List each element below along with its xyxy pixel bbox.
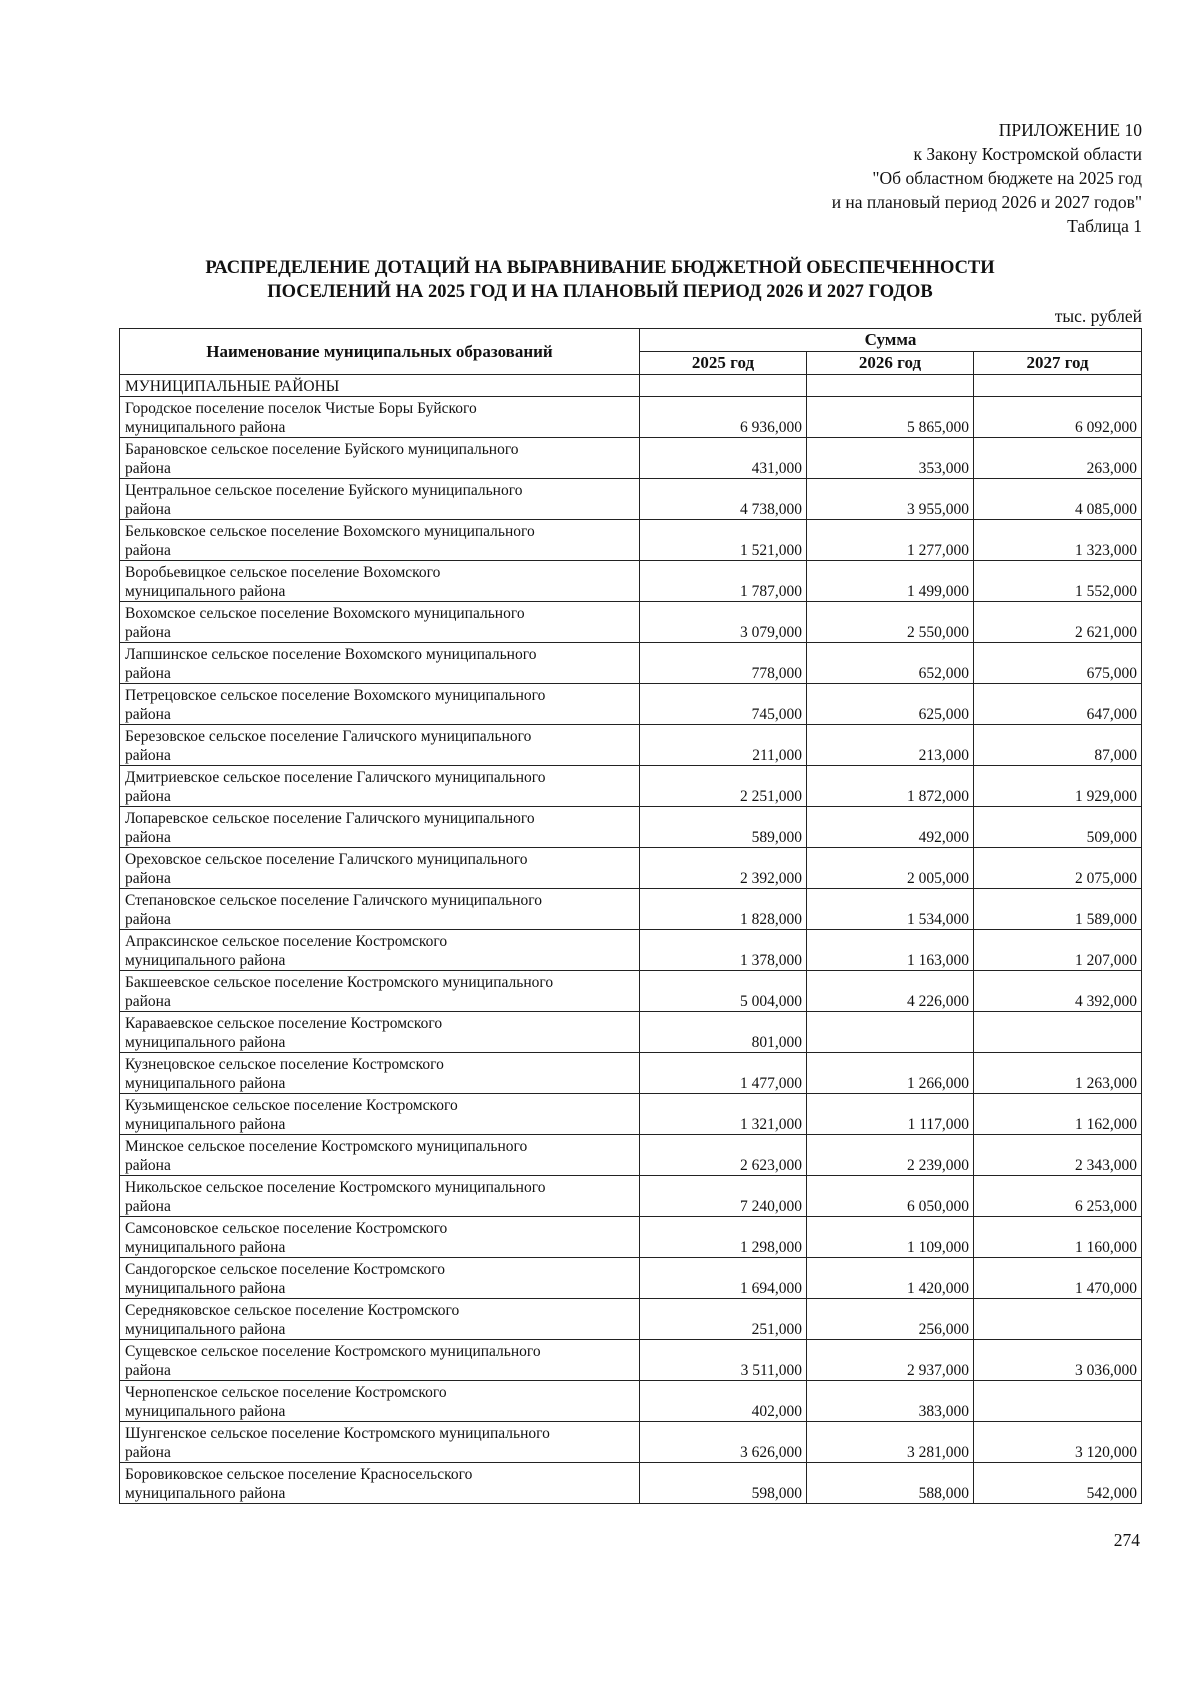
amount-2026: 1 117,000	[807, 1094, 974, 1135]
amount-2026: 5 865,000	[807, 397, 974, 438]
municipality-name	[120, 1176, 640, 1217]
municipality-name	[120, 438, 640, 479]
amount-2025: 745,000	[640, 684, 807, 725]
municipality-name	[120, 725, 640, 766]
table-row	[120, 848, 1142, 889]
table-row	[120, 807, 1142, 848]
amount-2027: 1 323,000	[974, 520, 1142, 561]
law-reference: к Закону Костромской области	[913, 144, 1142, 164]
amount-2026: 2 550,000	[807, 602, 974, 643]
amount-2027: 647,000	[974, 684, 1142, 725]
amount-2026: 1 266,000	[807, 1053, 974, 1094]
amount-2027: 1 929,000	[974, 766, 1142, 807]
municipality-name-line1: Шунгенское сельское поселение Костромского муниципального	[125, 1425, 550, 1442]
municipality-name-line1: Березовское сельское поселение Галичского муниципального	[125, 728, 532, 745]
municipality-name-line2: района	[125, 542, 171, 559]
municipality-name-line2: муниципального района	[125, 1034, 286, 1051]
amount-2025: 251,000	[640, 1299, 807, 1340]
column-header-2027: 2027 год	[974, 352, 1142, 375]
municipality-name	[120, 766, 640, 807]
appendix-number: ПРИЛОЖЕНИЕ 10	[998, 120, 1142, 140]
municipality-name	[120, 684, 640, 725]
amount-2026: 492,000	[807, 807, 974, 848]
title-line2: ПОСЕЛЕНИЙ НА 2025 ГОД И НА ПЛАНОВЫЙ ПЕРИОД 2026 И 2027 ГОДОВ	[267, 282, 933, 302]
amount-2027: 1 589,000	[974, 889, 1142, 930]
municipality-name-line2: района	[125, 501, 171, 518]
table-row	[120, 1053, 1142, 1094]
municipality-name-line1: Караваевское сельское поселение Костромского	[125, 1015, 443, 1032]
amount-2026: 353,000	[807, 438, 974, 479]
municipality-name-line1: Боровиковское сельское поселение Красносельского	[125, 1466, 473, 1483]
amount-2025: 1 378,000	[640, 930, 807, 971]
column-header-name: Наименование муниципальных образований	[120, 329, 640, 375]
table-row	[120, 1381, 1142, 1422]
amount-2027: 2 343,000	[974, 1135, 1142, 1176]
municipality-name-line2: муниципального района	[125, 419, 286, 436]
subsidies-table	[119, 328, 1142, 1504]
municipality-name	[120, 807, 640, 848]
amount-2025: 3 626,000	[640, 1422, 807, 1463]
amount-2027: 4 085,000	[974, 479, 1142, 520]
amount-2026: 4 226,000	[807, 971, 974, 1012]
municipality-name-line2: муниципального района	[125, 1239, 286, 1256]
municipality-name-line1: Городское поселение поселок Чистые Боры Буйского	[125, 400, 477, 417]
municipality-name-line2: района	[125, 993, 171, 1010]
municipality-name-line2: района	[125, 706, 171, 723]
amount-2026: 2 005,000	[807, 848, 974, 889]
amount-2026: 1 534,000	[807, 889, 974, 930]
table-row	[120, 1299, 1142, 1340]
municipality-name	[120, 1135, 640, 1176]
amount-2026: 2 937,000	[807, 1340, 974, 1381]
table-row	[120, 766, 1142, 807]
amount-2026: 213,000	[807, 725, 974, 766]
municipality-name-line1: Бакшеевское сельское поселение Костромского муниципального	[125, 974, 554, 991]
municipality-name-line2: района	[125, 911, 171, 928]
municipality-name	[120, 930, 640, 971]
municipality-name-line2: района	[125, 870, 171, 887]
amount-2026: 1 499,000	[807, 561, 974, 602]
amount-2027: 4 392,000	[974, 971, 1142, 1012]
table-number: Таблица 1	[1067, 216, 1142, 236]
municipality-name-line2: района	[125, 1444, 171, 1461]
amount-2026: 1 872,000	[807, 766, 974, 807]
municipality-name	[120, 1463, 640, 1504]
amount-2025: 801,000	[640, 1012, 807, 1053]
amount-2025: 1 787,000	[640, 561, 807, 602]
amount-2027: 1 470,000	[974, 1258, 1142, 1299]
table-row	[120, 479, 1142, 520]
amount-2026: 3 955,000	[807, 479, 974, 520]
municipality-name-line1: Самсоновское сельское поселение Костромского	[125, 1220, 448, 1237]
municipality-name	[120, 1094, 640, 1135]
amount-2025: 598,000	[640, 1463, 807, 1504]
municipality-name-line1: Чернопенское сельское поселение Костромского	[125, 1384, 447, 1401]
amount-2027: 263,000	[974, 438, 1142, 479]
amount-2025: 1 828,000	[640, 889, 807, 930]
amount-2025: 1 321,000	[640, 1094, 807, 1135]
amount-2026: 1 277,000	[807, 520, 974, 561]
municipality-name-line1: Минское сельское поселение Костромского муниципального	[125, 1138, 528, 1155]
column-header-2026: 2026 год	[807, 352, 974, 375]
amount-2027: 542,000	[974, 1463, 1142, 1504]
municipality-name-line2: муниципального района	[125, 1280, 286, 1297]
column-header-sum: Сумма	[640, 329, 1142, 352]
amount-2025: 2 251,000	[640, 766, 807, 807]
municipality-name-line1: Лапшинское сельское поселение Вохомского муниципального	[125, 646, 537, 663]
municipality-name-line1: Ореховское сельское поселение Галичского муниципального	[125, 851, 528, 868]
amount-2027: 3 120,000	[974, 1422, 1142, 1463]
appendix-header	[832, 118, 1142, 238]
amount-2027: 6 092,000	[974, 397, 1142, 438]
amount-2027: 3 036,000	[974, 1340, 1142, 1381]
amount-2025: 1 694,000	[640, 1258, 807, 1299]
table-row	[120, 602, 1142, 643]
table-row	[120, 725, 1142, 766]
table-row	[120, 643, 1142, 684]
municipality-name	[120, 1299, 640, 1340]
amount-2027	[974, 1381, 1142, 1422]
section-row	[120, 375, 1142, 397]
amount-2027: 6 253,000	[974, 1176, 1142, 1217]
amount-2025: 7 240,000	[640, 1176, 807, 1217]
municipality-name-line1: Кузьмищенское сельское поселение Костромского	[125, 1097, 458, 1114]
amount-2027: 1 162,000	[974, 1094, 1142, 1135]
amount-2026: 625,000	[807, 684, 974, 725]
amount-2026: 6 050,000	[807, 1176, 974, 1217]
table-row	[120, 397, 1142, 438]
municipality-name-line2: района	[125, 1157, 171, 1174]
amount-2026: 2 239,000	[807, 1135, 974, 1176]
municipality-name	[120, 1422, 640, 1463]
table-row	[120, 438, 1142, 479]
municipality-name	[120, 1012, 640, 1053]
amount-2025: 431,000	[640, 438, 807, 479]
municipality-name	[120, 1258, 640, 1299]
table-row	[120, 1463, 1142, 1504]
amount-2027: 675,000	[974, 643, 1142, 684]
municipality-name-line1: Сандогорское сельское поселение Костромского	[125, 1261, 445, 1278]
municipality-name	[120, 397, 640, 438]
municipality-name	[120, 848, 640, 889]
municipality-name-line1: Сущевское сельское поселение Костромского муниципального	[125, 1343, 541, 1360]
amount-2025: 1 521,000	[640, 520, 807, 561]
law-title-line2: и на плановый период 2026 и 2027 годов"	[831, 192, 1142, 212]
amount-2025: 211,000	[640, 725, 807, 766]
amount-2026: 588,000	[807, 1463, 974, 1504]
column-header-2025: 2025 год	[640, 352, 807, 375]
municipality-name	[120, 889, 640, 930]
section-title: МУНИЦИПАЛЬНЫЕ РАЙОНЫ	[120, 375, 640, 397]
table-row	[120, 1094, 1142, 1135]
municipality-name-line1: Дмитриевское сельское поселение Галичского муниципального	[125, 769, 546, 786]
municipality-name-line1: Никольское сельское поселение Костромского муниципального	[125, 1179, 546, 1196]
amount-2026: 1 420,000	[807, 1258, 974, 1299]
amount-2025: 778,000	[640, 643, 807, 684]
amount-2025: 3 079,000	[640, 602, 807, 643]
document-title	[120, 256, 1080, 304]
municipality-name-line2: муниципального района	[125, 1485, 286, 1502]
municipality-name	[120, 1340, 640, 1381]
municipality-name-line2: района	[125, 460, 171, 477]
table-row	[120, 1012, 1142, 1053]
municipality-name	[120, 1217, 640, 1258]
municipality-name-line2: района	[125, 665, 171, 682]
municipality-name-line1: Петрецовское сельское поселение Вохомского муниципального	[125, 687, 546, 704]
table-row	[120, 971, 1142, 1012]
municipality-name-line2: района	[125, 624, 171, 641]
amount-2027: 2 621,000	[974, 602, 1142, 643]
amount-2026: 256,000	[807, 1299, 974, 1340]
amount-2025: 1 298,000	[640, 1217, 807, 1258]
amount-2027: 509,000	[974, 807, 1142, 848]
municipality-name-line1: Кузнецовское сельское поселение Костромского	[125, 1056, 444, 1073]
municipality-name-line2: муниципального района	[125, 1321, 286, 1338]
amount-2025: 2 392,000	[640, 848, 807, 889]
municipality-name-line2: района	[125, 788, 171, 805]
table-row	[120, 1422, 1142, 1463]
municipality-name-line1: Степановское сельское поселение Галичского муниципального	[125, 892, 542, 909]
amount-2025: 4 738,000	[640, 479, 807, 520]
municipality-name-line1: Середняковское сельское поселение Костромского	[125, 1302, 460, 1319]
amount-2025: 589,000	[640, 807, 807, 848]
amount-2025: 5 004,000	[640, 971, 807, 1012]
amount-2025: 2 623,000	[640, 1135, 807, 1176]
amount-2026: 383,000	[807, 1381, 974, 1422]
amount-2026: 652,000	[807, 643, 974, 684]
table-row	[120, 1217, 1142, 1258]
table-row	[120, 1176, 1142, 1217]
table-row	[120, 520, 1142, 561]
municipality-name-line2: муниципального района	[125, 1116, 286, 1133]
amount-2026: 3 281,000	[807, 1422, 974, 1463]
municipality-name	[120, 602, 640, 643]
municipality-name-line2: района	[125, 1198, 171, 1215]
units-label: тыс. рублей	[1054, 306, 1142, 326]
municipality-name-line1: Барановское сельское поселение Буйского муниципального	[125, 441, 519, 458]
table-row	[120, 930, 1142, 971]
amount-2026: 1 109,000	[807, 1217, 974, 1258]
amount-2026: 1 163,000	[807, 930, 974, 971]
municipality-name-line2: муниципального района	[125, 952, 286, 969]
municipality-name-line2: муниципального района	[125, 583, 286, 600]
amount-2027: 1 207,000	[974, 930, 1142, 971]
amount-2027: 2 075,000	[974, 848, 1142, 889]
municipality-name	[120, 971, 640, 1012]
municipality-name-line1: Апраксинское сельское поселение Костромского	[125, 933, 448, 950]
municipality-name-line1: Вохомское сельское поселение Вохомского муниципального	[125, 605, 525, 622]
table-row	[120, 1340, 1142, 1381]
table-row	[120, 889, 1142, 930]
municipality-name	[120, 520, 640, 561]
table-row	[120, 561, 1142, 602]
amount-2025: 402,000	[640, 1381, 807, 1422]
page-number: 274	[1113, 1530, 1140, 1550]
municipality-name-line2: муниципального района	[125, 1075, 286, 1092]
municipality-name-line2: района	[125, 829, 171, 846]
amount-2027: 1 160,000	[974, 1217, 1142, 1258]
amount-2027: 1 552,000	[974, 561, 1142, 602]
municipality-name	[120, 1053, 640, 1094]
amount-2027: 87,000	[974, 725, 1142, 766]
municipality-name	[120, 1381, 640, 1422]
law-title-line1: "Об областном бюджете на 2025 год	[872, 168, 1142, 188]
amount-2025: 1 477,000	[640, 1053, 807, 1094]
municipality-name	[120, 643, 640, 684]
municipality-name-line1: Центральное сельское поселение Буйского муниципального	[125, 482, 523, 499]
amount-2027	[974, 1299, 1142, 1340]
municipality-name-line1: Бельковское сельское поселение Вохомского муниципального	[125, 523, 535, 540]
amount-2025: 3 511,000	[640, 1340, 807, 1381]
municipality-name	[120, 479, 640, 520]
municipality-name-line2: района	[125, 747, 171, 764]
municipality-name-line1: Лопаревское сельское поселение Галичского муниципального	[125, 810, 535, 827]
table-row	[120, 1258, 1142, 1299]
amount-2027	[974, 1012, 1142, 1053]
municipality-name-line2: района	[125, 1362, 171, 1379]
table-row	[120, 1135, 1142, 1176]
title-line1: РАСПРЕДЕЛЕНИЕ ДОТАЦИЙ НА ВЫРАВНИВАНИЕ БЮДЖЕТНОЙ ОБЕСПЕЧЕННОСТИ	[205, 258, 995, 278]
table-row	[120, 684, 1142, 725]
amount-2027: 1 263,000	[974, 1053, 1142, 1094]
municipality-name-line2: муниципального района	[125, 1403, 286, 1420]
municipality-name-line1: Воробьевицкое сельское поселение Вохомского	[125, 564, 441, 581]
amount-2025: 6 936,000	[640, 397, 807, 438]
amount-2026	[807, 1012, 974, 1053]
municipality-name	[120, 561, 640, 602]
